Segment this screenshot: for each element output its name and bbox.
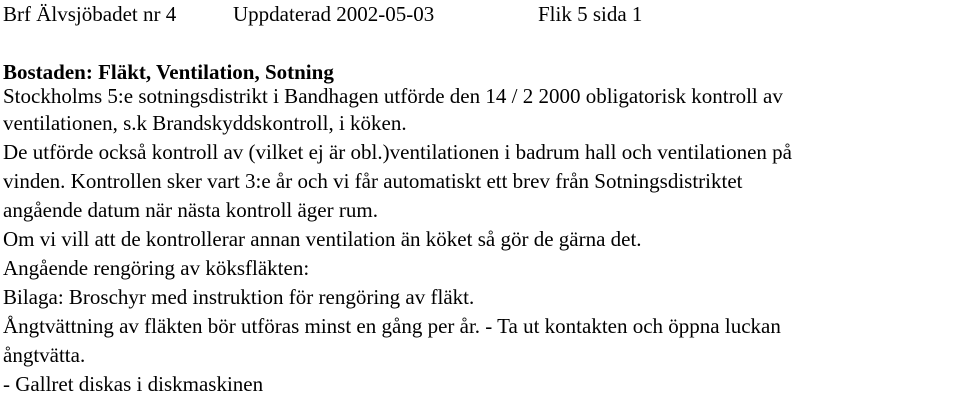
page-header <box>3 2 958 26</box>
body-line: ångtvätta. <box>3 343 86 367</box>
section-body <box>3 84 958 399</box>
association-name: Brf Älvsjöbadet nr 4 <box>3 2 177 26</box>
body-line: Om vi vill att de kontrollerar annan ventilation än köket så gör de gärna det. <box>3 227 642 251</box>
updated-date: Uppdaterad 2002-05-03 <box>233 2 435 26</box>
body-line: vinden. Kontrollen sker vart 3:e år och vi får automatiskt ett brev från Sotningsdistriktet <box>3 169 743 193</box>
body-line: Ångtvättning av fläkten bör utföras minst en gång per år. - Ta ut kontakten och öppna luckan <box>3 314 781 338</box>
body-line: - Gallret diskas i diskmaskinen <box>3 372 264 396</box>
body-line: Bilaga: Broschyr med instruktion för rengöring av fläkt. <box>3 285 475 309</box>
body-line: ventilationen, s.k Brandskyddskontroll, i köken. <box>3 111 407 135</box>
section-title: Bostaden: Fläkt, Ventilation, Sotning <box>3 60 334 84</box>
body-line: De utförde också kontroll av (vilket ej är obl.)ventilationen i badrum hall och ventilationen på <box>3 140 793 164</box>
page-reference: Flik 5 sida 1 <box>538 2 643 26</box>
body-line: angående datum när nästa kontroll äger rum. <box>3 198 378 222</box>
document-page <box>3 0 958 399</box>
body-line: Stockholms 5:e sotningsdistrikt i Bandhagen utförde den 14 / 2 2000 obligatorisk kontroll av <box>3 84 783 108</box>
body-line: Angående rengöring av köksfläkten: <box>3 256 310 280</box>
